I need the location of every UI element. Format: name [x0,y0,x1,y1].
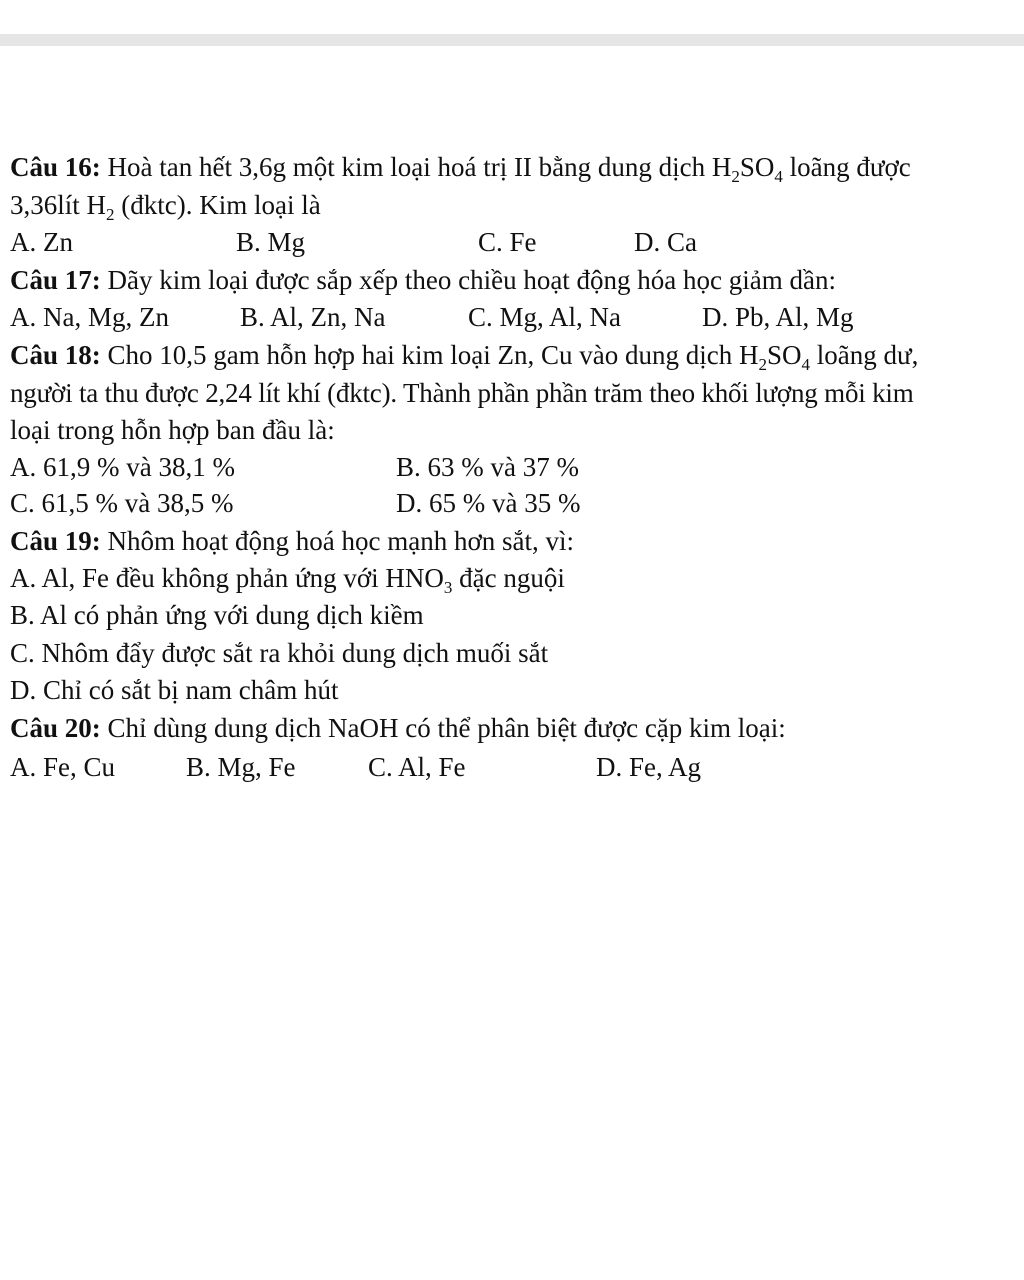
question-19-label: Câu 19 [10,526,92,556]
question-16-stem: Câu 16: Hoà tan hết 3,6g một kim loại hoá trị II bằng dung dịch $H_2SO_4$ loãng được [10,152,911,186]
question-16-label: Câu 16 [10,152,92,182]
question-19-option-c: C. Nhôm đẩy được sắt ra khỏi dung dịch muối sắt [10,638,549,668]
question-20-option-c: C. Al, Fe [368,752,466,782]
top-scroll-bar [0,34,1024,46]
question-18-option-d: D. 65 % và 35 % [396,488,581,518]
question-18-stem: Câu 18: Cho 10,5 gam hỗn hợp hai kim loại Zn, Cu vào dung dịch $H_2SO_4$ loãng dư, [10,340,919,374]
question-20-option-b: B. Mg, Fe [186,752,296,782]
question-16-option-c: C. Fe [478,227,537,257]
question-20-option-a: A. Fe, Cu [10,752,116,782]
question-16-option-d: D. Ca [634,227,697,257]
question-20-label: Câu 20 [10,713,92,743]
question-20-option-d: D. Fe, Ag [596,752,702,782]
question-19-stem: Câu 19: Nhôm hoạt động hoá học mạnh hơn sắt, vì: [10,526,574,556]
question-17-label: Câu 17 [10,265,92,295]
question-17-option-b: B. Al, Zn, Na [240,302,386,332]
question-19-option-b: B. Al có phản ứng với dung dịch kiềm [10,600,424,630]
question-18-option-b: B. 63 % và 37 % [396,452,579,482]
question-17-option-d: D. Pb, Al, Mg [702,302,854,332]
question-19-option-a: A. Al, Fe đều không phản ứng với $HNO_3$ đặc nguội [10,563,565,597]
question-17-option-a: A. Na, Mg, Zn [10,302,169,332]
question-17-option-c: C. Mg, Al, Na [468,302,622,332]
question-16-option-b: B. Mg [236,227,306,257]
question-18-label: Câu 18 [10,340,92,370]
question-18-option-a: A. 61,9 % và 38,1 % [10,452,235,482]
question-16-option-a: A. Zn [10,227,73,257]
question-18-option-c: C. 61,5 % và 38,5 % [10,488,234,518]
question-18-stem-line2: người ta thu được 2,24 lít khí (đktc). Thành phần phần trăm theo khối lượng mỗi kim [10,378,914,408]
question-19-option-d: D. Chỉ có sắt bị nam châm hút [10,675,339,705]
question-16-stem-line2: 3,36lít $H_2$ (đktc). Kim loại là [10,190,321,224]
question-18-stem-line3: loại trong hỗn hợp ban đầu là: [10,415,335,445]
question-20-stem: Câu 20: Chỉ dùng dung dịch NaOH có thể phân biệt được cặp kim loại: [10,713,786,743]
question-17-stem: Câu 17: Dãy kim loại được sắp xếp theo chiều hoạt động hóa học giảm dần: [10,265,836,295]
